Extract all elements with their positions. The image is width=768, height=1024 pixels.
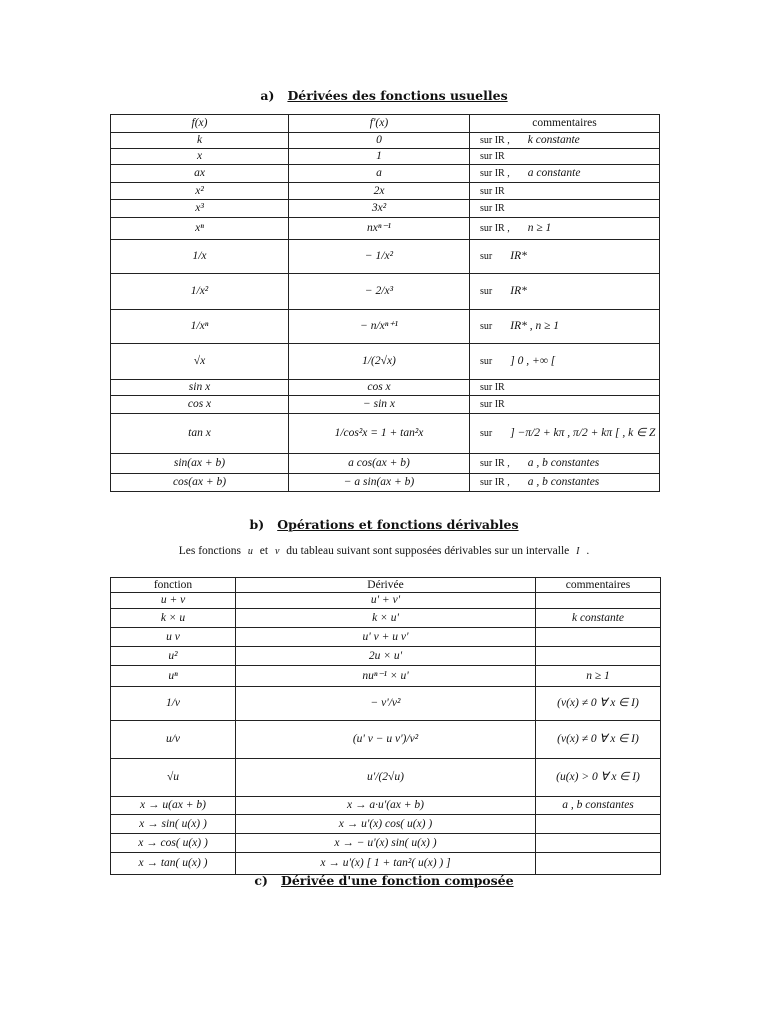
comment-detail: a , b constantes bbox=[527, 476, 600, 489]
function-cell: sin(ax + b) bbox=[111, 454, 289, 474]
comment-domain: sur IR bbox=[480, 399, 505, 411]
table-row bbox=[111, 721, 661, 759]
comment-cell bbox=[536, 815, 661, 834]
function-cell: cos x bbox=[111, 396, 289, 414]
comment-detail: ] −π/2 + kπ , π/2 + kπ [ , k ∈ Z bbox=[510, 427, 656, 440]
comment-detail: IR* bbox=[510, 250, 527, 263]
table-row bbox=[111, 593, 661, 609]
comment-cell: (v(x) ≠ 0 ∀ x ∈ I) bbox=[536, 721, 661, 759]
comment-detail: k constante bbox=[527, 134, 580, 147]
function-cell: 1/x² bbox=[111, 274, 289, 310]
table-row bbox=[111, 815, 661, 834]
comment-domain: sur bbox=[480, 286, 493, 298]
function-cell: sin x bbox=[111, 380, 289, 396]
comment-domain: sur IR bbox=[480, 382, 505, 394]
derivative-cell: cos x bbox=[289, 380, 470, 396]
comment-cell bbox=[470, 310, 660, 344]
comment-cell bbox=[470, 218, 660, 240]
table-row bbox=[111, 647, 661, 666]
header-comments: commentaires bbox=[536, 578, 661, 593]
derivative-cell: − a sin(ax + b) bbox=[289, 474, 470, 492]
comment-domain: sur IR bbox=[480, 185, 505, 197]
comment-detail: n ≥ 1 bbox=[527, 222, 552, 235]
usual-derivatives-table bbox=[110, 114, 660, 492]
table-row bbox=[111, 200, 660, 218]
derivative-cell: x → u'(x) cos( u(x) ) bbox=[236, 815, 536, 834]
table-row bbox=[111, 853, 661, 875]
function-cell: x → u(ax + b) bbox=[111, 797, 236, 815]
derivative-cell: 2x bbox=[289, 183, 470, 200]
comment-cell bbox=[470, 474, 660, 492]
derivative-cell: u' + v' bbox=[236, 593, 536, 609]
derivative-cell: 3x² bbox=[289, 200, 470, 218]
table-header-row bbox=[111, 115, 660, 133]
intro-text-4: . bbox=[586, 545, 590, 557]
comment-cell bbox=[470, 133, 660, 149]
header-comments: commentaires bbox=[470, 115, 660, 133]
table-row bbox=[111, 274, 660, 310]
operations-table bbox=[110, 577, 661, 875]
header-derivative: Dérivée bbox=[236, 578, 536, 593]
table-row bbox=[111, 310, 660, 344]
section-b-intro bbox=[0, 545, 768, 557]
derivative-cell: (u' v − u v')/v² bbox=[236, 721, 536, 759]
derivative-cell: − n/xⁿ⁺¹ bbox=[289, 310, 470, 344]
function-cell: √u bbox=[111, 759, 236, 797]
comment-cell bbox=[470, 396, 660, 414]
derivative-cell: u'/(2√u) bbox=[236, 759, 536, 797]
function-cell: x² bbox=[111, 183, 289, 200]
comment-domain: sur IR , bbox=[480, 223, 510, 235]
intro-text-3: du tableau suivant sont supposées dérivables sur un intervalle bbox=[286, 545, 570, 557]
function-cell: u v bbox=[111, 628, 236, 647]
function-cell: x³ bbox=[111, 200, 289, 218]
table-row bbox=[111, 218, 660, 240]
comment-domain: sur IR bbox=[480, 151, 505, 163]
comment-detail: ] 0 , +∞ [ bbox=[510, 355, 556, 368]
derivative-cell: nxⁿ⁻¹ bbox=[289, 218, 470, 240]
derivative-cell: a cos(ax + b) bbox=[289, 454, 470, 474]
table-row bbox=[111, 687, 661, 721]
comment-cell bbox=[536, 647, 661, 666]
function-cell: 1/xⁿ bbox=[111, 310, 289, 344]
table-row bbox=[111, 149, 660, 165]
comment-cell bbox=[470, 149, 660, 165]
derivative-cell: a bbox=[289, 165, 470, 183]
table-row bbox=[111, 666, 661, 687]
comment-cell bbox=[470, 183, 660, 200]
comment-cell bbox=[470, 344, 660, 380]
intro-var-u: u bbox=[247, 546, 253, 557]
table-row bbox=[111, 183, 660, 200]
comment-domain: sur IR , bbox=[480, 477, 510, 489]
derivative-cell: x → u'(x) [ 1 + tan²( u(x) ) ] bbox=[236, 853, 536, 875]
function-cell: √x bbox=[111, 344, 289, 380]
comment-detail: IR* bbox=[510, 285, 527, 298]
comment-domain: sur bbox=[480, 428, 493, 440]
function-cell: cos(ax + b) bbox=[111, 474, 289, 492]
header-derivative: f'(x) bbox=[289, 115, 470, 133]
intro-var-v: v bbox=[274, 546, 280, 557]
function-cell: ax bbox=[111, 165, 289, 183]
comment-cell: (u(x) > 0 ∀ x ∈ I) bbox=[536, 759, 661, 797]
comment-cell bbox=[470, 240, 660, 274]
derivative-cell: 0 bbox=[289, 133, 470, 149]
table-row bbox=[111, 165, 660, 183]
comment-cell: a , b constantes bbox=[536, 797, 661, 815]
comment-detail: a , b constantes bbox=[527, 457, 600, 470]
comment-cell bbox=[536, 628, 661, 647]
comment-detail: IR* , n ≥ 1 bbox=[510, 320, 560, 333]
comment-cell bbox=[470, 274, 660, 310]
table-row bbox=[111, 380, 660, 396]
function-cell: k bbox=[111, 133, 289, 149]
derivative-cell: k × u' bbox=[236, 609, 536, 628]
table-row bbox=[111, 609, 661, 628]
header-function: fonction bbox=[111, 578, 236, 593]
table-row bbox=[111, 133, 660, 149]
section-c-title: Dérivée d'une fonction composée bbox=[280, 873, 514, 888]
comment-domain: sur IR , bbox=[480, 458, 510, 470]
function-cell: u² bbox=[111, 647, 236, 666]
function-cell: 1/v bbox=[111, 687, 236, 721]
section-a-title: Dérivées des fonctions usuelles bbox=[287, 88, 508, 103]
intro-var-i: I bbox=[576, 546, 580, 557]
derivative-cell: nuⁿ⁻¹ × u' bbox=[236, 666, 536, 687]
intro-text-1: Les fonctions bbox=[178, 545, 242, 557]
derivative-cell: 2u × u' bbox=[236, 647, 536, 666]
comment-domain: sur bbox=[480, 251, 493, 263]
derivative-cell: − 2/x³ bbox=[289, 274, 470, 310]
intro-text-2: et bbox=[259, 545, 269, 557]
derivative-cell: − v'/v² bbox=[236, 687, 536, 721]
section-c-heading bbox=[0, 873, 768, 888]
derivative-cell: 1 bbox=[289, 149, 470, 165]
comment-cell bbox=[470, 165, 660, 183]
comment-cell bbox=[470, 414, 660, 454]
comment-cell bbox=[536, 593, 661, 609]
comment-cell bbox=[536, 853, 661, 875]
table-row bbox=[111, 240, 660, 274]
comment-cell bbox=[470, 454, 660, 474]
table-row bbox=[111, 396, 660, 414]
comment-domain: sur IR , bbox=[480, 168, 510, 180]
function-cell: u + v bbox=[111, 593, 236, 609]
table-row bbox=[111, 414, 660, 454]
table-row bbox=[111, 344, 660, 380]
table-row bbox=[111, 454, 660, 474]
function-cell: tan x bbox=[111, 414, 289, 454]
function-cell: x → cos( u(x) ) bbox=[111, 834, 236, 853]
section-b-label: b) bbox=[249, 517, 265, 532]
section-a-heading bbox=[0, 88, 768, 103]
comment-domain: sur bbox=[480, 356, 493, 368]
comment-cell bbox=[470, 200, 660, 218]
function-cell: u/v bbox=[111, 721, 236, 759]
comment-cell: k constante bbox=[536, 609, 661, 628]
derivative-cell: u' v + u v' bbox=[236, 628, 536, 647]
function-cell: uⁿ bbox=[111, 666, 236, 687]
table-row bbox=[111, 834, 661, 853]
comment-detail: a constante bbox=[527, 167, 581, 180]
function-cell: k × u bbox=[111, 609, 236, 628]
comment-domain: sur bbox=[480, 321, 493, 333]
derivative-cell: x → − u'(x) sin( u(x) ) bbox=[236, 834, 536, 853]
table-row bbox=[111, 628, 661, 647]
comment-cell: (v(x) ≠ 0 ∀ x ∈ I) bbox=[536, 687, 661, 721]
comment-domain: sur IR bbox=[480, 203, 505, 215]
comment-cell bbox=[470, 380, 660, 396]
function-cell: x bbox=[111, 149, 289, 165]
comment-cell bbox=[536, 834, 661, 853]
function-cell: 1/x bbox=[111, 240, 289, 274]
derivative-cell: − 1/x² bbox=[289, 240, 470, 274]
comment-domain: sur IR , bbox=[480, 135, 510, 147]
header-function: f(x) bbox=[111, 115, 289, 133]
derivative-cell: − sin x bbox=[289, 396, 470, 414]
table-row bbox=[111, 474, 660, 492]
function-cell: xⁿ bbox=[111, 218, 289, 240]
function-cell: x → sin( u(x) ) bbox=[111, 815, 236, 834]
section-b-title: Opérations et fonctions dérivables bbox=[277, 517, 519, 532]
function-cell: x → tan( u(x) ) bbox=[111, 853, 236, 875]
derivative-cell: 1/cos²x = 1 + tan²x bbox=[289, 414, 470, 454]
section-c-label: c) bbox=[254, 873, 268, 888]
section-b-heading bbox=[0, 517, 768, 532]
section-a-label: a) bbox=[260, 88, 275, 103]
comment-cell: n ≥ 1 bbox=[536, 666, 661, 687]
derivative-cell: 1/(2√x) bbox=[289, 344, 470, 380]
derivative-cell: x → a·u'(ax + b) bbox=[236, 797, 536, 815]
table-row bbox=[111, 797, 661, 815]
table-header-row bbox=[111, 578, 661, 593]
table-row bbox=[111, 759, 661, 797]
